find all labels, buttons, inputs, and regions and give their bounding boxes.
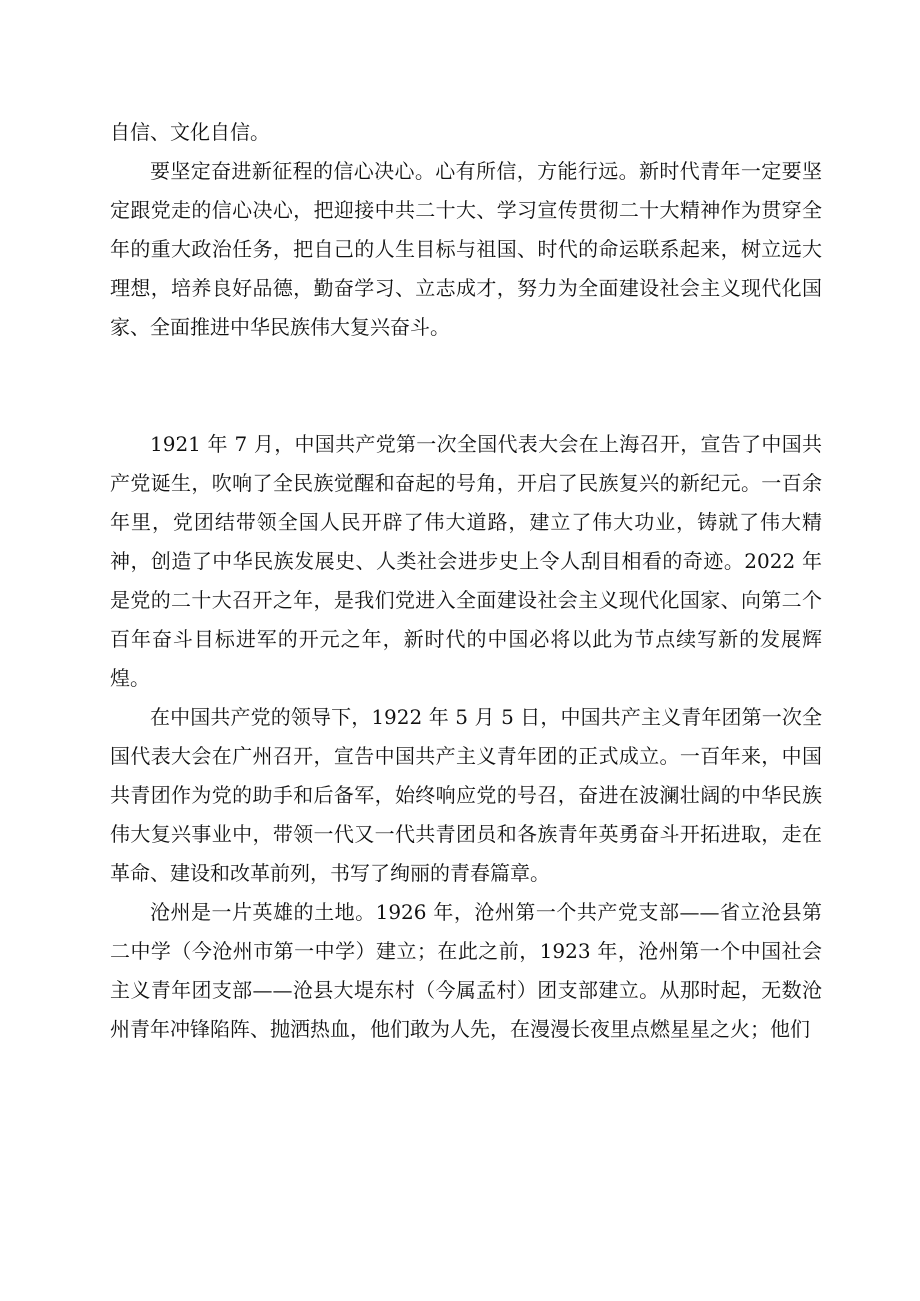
paragraph-confidence: 要坚定奋进新征程的信心决心。心有所信，方能行远。新时代青年一定要坚定跟党走的信心决心，把迎接中共二十大、学习宣传贯彻二十大精神作为贯穿全年的重大政治任务，把自己的人生目标与祖国、时代的命运联系起来，树立远大理想，培养良好品德，勤奋学习、立志成才，努力为全面建设社会主义现代化国家、全面推进中华民族伟大复兴奋斗。 [110, 159, 822, 339]
paragraph-cangzhou: 沧州是一片英雄的土地。1926 年，沧州第一个共产党支部——省立沧县第二中学（今沧州市第一中学）建立；在此之前，1923 年，沧州第一个中国社会主义青年团支部——沧县大堤东村（今属孟村）团支部建立。从那时起，无数沧州青年冲锋陷阵、抛洒热血，他们敢为人先，在漫漫长夜里点燃星星之火；他们 [110, 900, 822, 1041]
paragraph-party-founding: 1921 年 7 月，中国共产党第一次全国代表大会在上海召开，宣告了中国共产党诞生，吹响了全民族觉醒和奋起的号角，开启了民族复兴的新纪元。一百余年里，党团结带领全国人民开辟了伟大道路，建立了伟大功业，铸就了伟大精神，创造了中华民族发展史、人类社会进步史上令人刮目相看的奇迹。2022 年是党的二十大召开之年，是我们党进入全面建设社会主义现代化国家、向第二个百年奋斗目标进军的开元之年，新时代的中国必将以此为节点续写新的发展辉煌。 [110, 432, 822, 690]
paragraph-continuation: 自信、文化自信。 [110, 120, 270, 144]
paragraph-youth-league: 在中国共产党的领导下，1922 年 5 月 5 日，中国共产主义青年团第一次全国代表大会在广州召开，宣告中国共产主义青年团的正式成立。一百年来，中国共青团作为党的助手和后备军，始终响应党的号召，奋进在波澜壮阔的中华民族伟大复兴事业中，带领一代又一代共青团员和各族青年英勇奋斗开拓进取，走在革命、建设和改革前列，书写了绚丽的青春篇章。 [110, 705, 822, 885]
document-body [110, 113, 822, 1049]
paragraph-spacer [110, 386, 822, 425]
